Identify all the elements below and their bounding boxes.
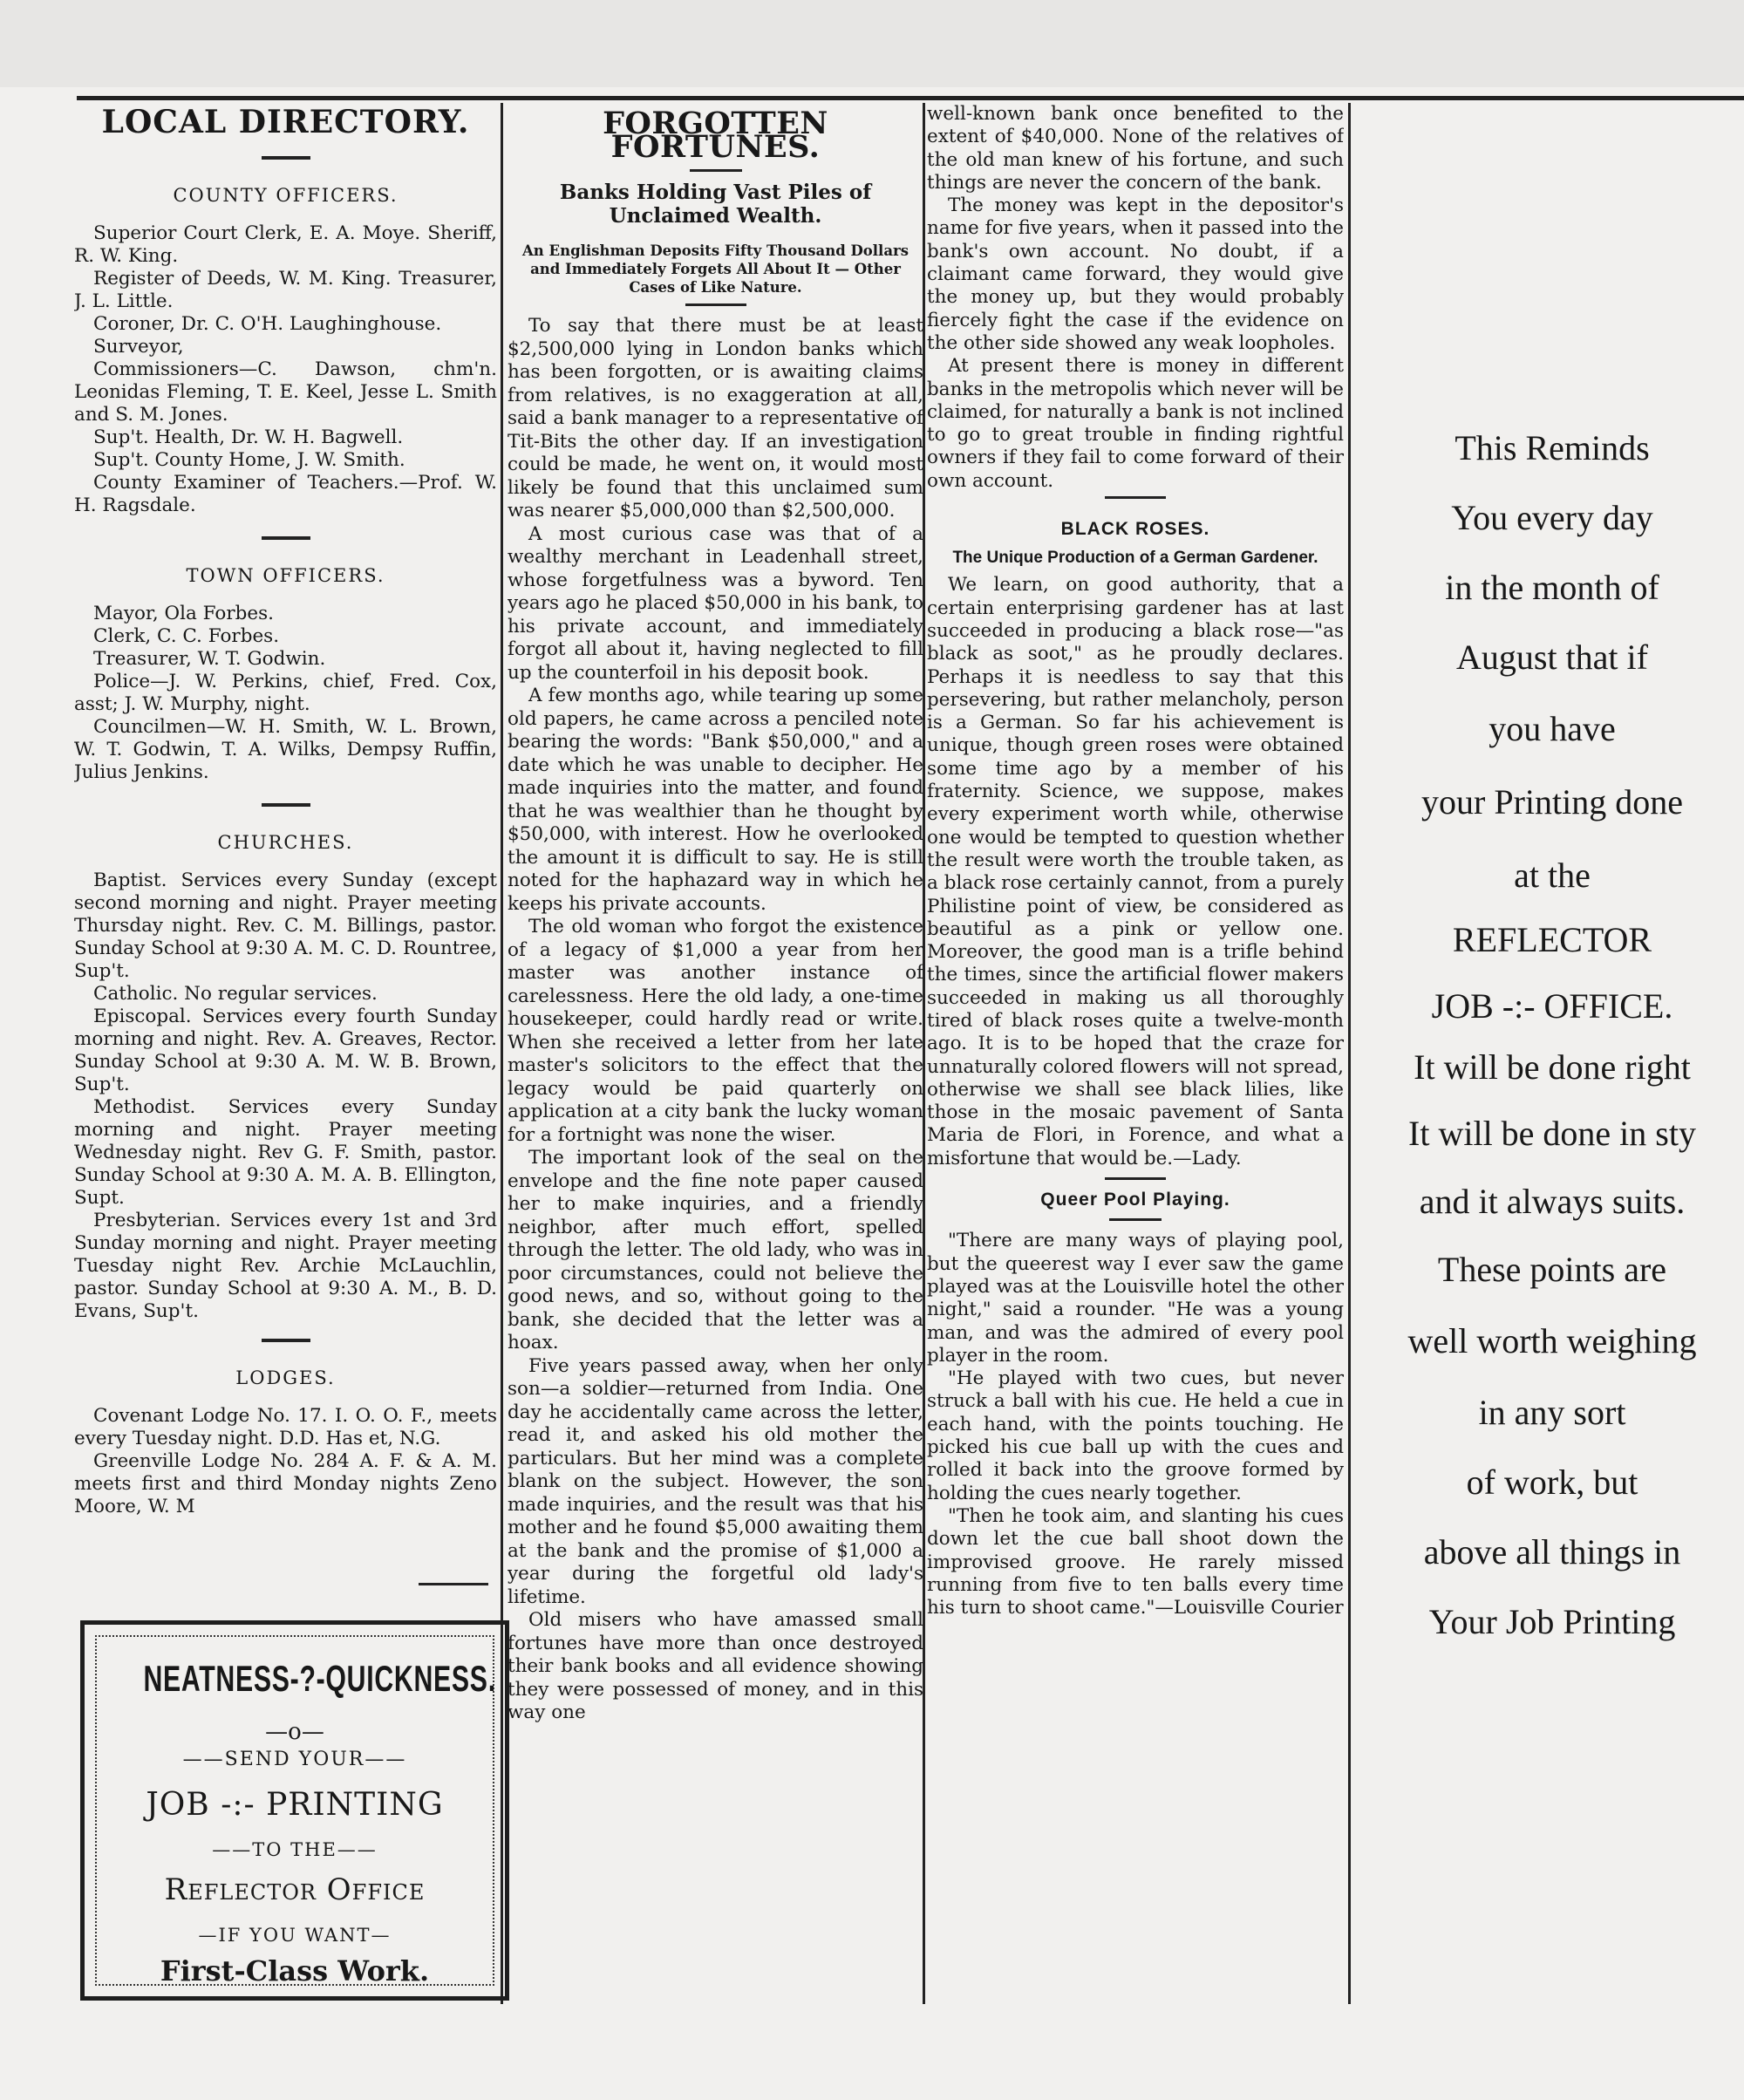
section-divider [262,536,310,540]
queer-pool-title: Queer Pool Playing. [1040,1190,1230,1210]
church-entry: Methodist. Services every Sunday morning and night. Prayer meeting Wednesday night. Rev G. F. Smith, pastor. Sunday School at 9:30 A. M. A. B. Ellington, Supt. [74,1096,497,1209]
ad-line: Reflector Office [164,1872,426,1907]
ad-line: —IF YOU WANT— [198,1925,392,1946]
article-deck: Banks Holding Vast Piles of Unclaimed Wealth. [559,181,872,228]
section-divider [262,156,310,160]
article-paragraph: Five years passed away, when her only son—a soldier—returned from India. One day he accidentally came across the letter, read it, and asked his old mother the particulars. But her mind was a complete blank on the subject. However, the son made inquiries, and the result was that his mother and he found $5,000 awaiting them at the bank and the promise of $1,000 a year during the forgetful old lady's lifetime. [508,1354,923,1608]
county-entry: Register of Deeds, W. M. King. Treasurer, J. L. Little. [74,268,497,312]
county-entry: Sup't. Health, Dr. W. H. Bagwell. [93,426,404,448]
article-paragraph: Old misers who have amassed small fortunes have more than once destroyed their bank books and all evidence showing they were possessed of money, and in this way one [508,1609,923,1723]
ad-text-line: above all things in [1423,1532,1681,1572]
page-top-margin [0,0,1744,87]
town-officers-heading: TOWN OFFICERS. [186,565,385,586]
town-entry: Clerk, C. C. Forbes. [93,625,280,647]
pool-paragraph: "Then he took aim, and slanting his cues down let the cue ball shoot down the improvised groove. He rarely missed running from five to ten balls every time his turn to shoot came."—Louisville Courier [927,1504,1344,1619]
ad-line: First-Class Work. [160,1954,430,1988]
town-entry: Police—J. W. Perkins, chief, Fred. Cox, asst; J. W. Murphy, night. [74,671,497,715]
ad-text-line: your Printing done [1421,782,1683,822]
black-roses-deck: The Unique Production of a German Gardener. [952,549,1318,568]
ad-text-line: This Reminds [1454,428,1650,467]
section-divider [262,1339,310,1342]
ad-text-line: Your Job Printing [1428,1602,1676,1641]
ad-line: ——TO THE—— [212,1839,378,1860]
continued-paragraph: At present there is money in different banks in the metropolis which never will be claimed, for naturally a bank is not inclined to go to great trouble in finding rightful owners if they fail to come forward of their own account. [927,355,1344,492]
title-underline [1109,1218,1162,1221]
ad-text-line: you have [1489,709,1616,748]
forgotten-fortunes-column [508,109,923,2001]
directory-title: LOCAL DIRECTORY. [101,109,470,140]
church-entry: Baptist. Services every Sunday (except second morning and night. Prayer meeting Thursday night. Rev. C. M. Billings, pastor. Sunday School at 9:30 A. M. C. D. Rountree, Sup't. [74,869,497,982]
black-roses-text: We learn, on good authority, that a certain enterprising gardener has at last succeeded in producing a black rose—"as black as soot," as he proudly declares. Perhaps it is needless to say that this persevering, but rather melancholy, person is a German. So far his achievement is unique, though green roses were obtained some time ago by a member of his fraternity. Science, we suppose, makes every experiment worth while, otherwise one would be tempted to question whether the result were worth the trouble taken, as a black rose certainly cannot, from a purely Philistine point of view, be considered as beautiful as a pink or yellow one. Moreover, the good man is a trifle behind the times, since the artificial flower makers succeeded in making us all thoroughly tired of black roses quite a twelve-month ago. It is to be hoped that the craze for unnaturally colored flowers will not spread, otherwise we shall see black lilies, like those in the mosaic pavement of Santa Maria de Flori, in Forence, and what a misfortune that would be.—Lady. [927,574,1344,1169]
ad-headline: NEATNESS-?-QUICKNESS. [143,1658,496,1699]
ad-line: ——SEND YOUR—— [182,1749,407,1770]
ad-text-line: in any sort [1478,1393,1626,1432]
ad-text-line: well worth weighing [1407,1321,1697,1360]
county-entry: Surveyor, [93,336,184,358]
ad-text-line: These points are [1437,1250,1667,1289]
ad-line: JOB -:- PRINTING [146,1787,444,1823]
county-entry: Sup't. County Home, J. W. Smith. [93,449,405,471]
church-entry: Catholic. No regular services. [93,983,378,1005]
article-paragraph: To say that there must be at least $2,500,000 lying in London banks which has been forgotten, or is awaiting claims from relatives, is no exaggeration at all, said a bank manager to a representative of Tit-Bits the other day. If an investigation could be made, he went on, it would most likely be found that this unclaimed sum was nearer $5,000,000 than $2,500,000. [508,315,923,522]
ad-text-line: at the [1514,856,1591,895]
ad-text-line: in the month of [1445,568,1659,607]
column-rule-3 [1348,103,1351,2004]
county-entry: Commissioners—C. Dawson, chm'n. Leonidas Fleming, T. E. Keel, Jesse L. Smith and S. M. Jones. [74,358,497,426]
county-entry: Superior Court Clerk, E. A. Moye. Sheriff, R. W. King. [74,222,497,267]
title-underline [690,169,742,172]
continued-paragraph: The money was kept in the depositor's name for five years, when it passed into the bank's own account. No doubt, if a claimant came forward, they would give the money up, but they would probably fiercely fight the case if the evidence on the other side showed any weak loopholes. [927,194,1344,354]
church-entry: Episcopal. Services every fourth Sunday morning and night. Rev. A. Greaves, Rector. Sunday School at 9:30 A. M. W. B. Brown, Sup't. [74,1006,497,1095]
ad-text-line: of work, but [1466,1462,1638,1502]
article-paragraph: The old woman who forgot the existence of a legacy of $1,000 a year from her master was another instance of carelessness. Here the old lady, a one-time housekeeper, could hardly read or write. When she received a letter from her late master's solicitors to the effect that the legacy would be paid quarterly on application at a city bank the lucky woman for a fortnight was none the wiser. [508,916,923,1146]
top-rule [77,96,1744,100]
section-divider [262,803,310,807]
article-paragraph: The important look of the seal on the envelope and the fine note paper caused her to make inquiries, and a friendly neighbor, after much effort, spelled through the letter. The old lady, who was in poor circumstances, could not believe the good news, and so, without going to the bank, she decided that the letter was a hoax. [508,1147,923,1353]
town-entry: Mayor, Ola Forbes. [93,603,274,624]
ad-ornament: —o— [265,1719,324,1745]
article-divider [1105,496,1166,499]
deck-divider [685,303,746,306]
reflector-ad-column [1360,427,1744,1666]
pool-paragraph: "He played with two cues, but never struck a ball with his cue. He held a cue in each hand, with the points touching. He picked his cue ball up with the cues and rolled it back into the groove formed by holding the cues nearly together. [927,1367,1344,1504]
lodge-entry: Greenville Lodge No. 284 A. F. & A. M. meets first and third Monday nights Zeno Moore, W. M [74,1450,497,1517]
town-entry: Councilmen—W. H. Smith, W. L. Brown, W. T. Godwin, T. A. Wilks, Dempsy Ruffin, Julius Jenkins. [74,716,497,783]
continued-paragraph: well-known bank once benefited to the extent of $40,000. None of the relatives of the old man knew of his fortune, and such things are never the concern of the bank. [927,103,1344,194]
town-entry: Treasurer, W. T. Godwin. [93,648,326,670]
article-title: FORGOTTEN FORTUNES. [603,109,828,165]
article-paragraph: A most curious case was that of a wealthy merchant in Leadenhall street, whose forgetfulness was a byword. Ten years ago he placed $50,000 in his bank, to his private account, and immediately forgot all about it, having neglected to fill up the counterfoil in his deposit book. [508,522,923,684]
ad-text-line: JOB -:- OFFICE. [1431,986,1673,1026]
ad-text-line: REFLECTOR [1452,920,1652,959]
church-entry: Presbyterian. Services every 1st and 3rd Sunday morning and night. Prayer meeting Tuesday night Rev. Archie McLauchlin, pastor. Sunday School at 9:30 A. M., B. D. Evans, Sup't. [74,1210,497,1322]
article-paragraph: A few months ago, while tearing up some old papers, he came across a penciled note bearing the words: "Bank $50,000," and a date which he was unable to decipher. He made inquiries into the matter, and found that he was wealthier than he thought by $50,000, with interest. How he overlooked the amount it is difficult to say. He is still noted for the haphazard way in which he keeps his private accounts. [508,685,923,915]
ad-text-line: It will be done in sty [1408,1114,1696,1153]
directory-end-rule [419,1583,488,1585]
churches-heading: CHURCHES. [217,832,354,853]
lodges-heading: LODGES. [235,1367,336,1388]
ad-text-line: and it always suits. [1419,1182,1686,1221]
ad-text-line: You every day [1451,498,1653,537]
article-subdeck: An Englishman Deposits Fifty Thousand Dollars and Immediately Forgets All About It — Other Cases of Like Nature. [521,242,909,296]
ad-text-line: It will be done right [1414,1047,1691,1087]
local-directory-column [74,109,497,1574]
third-column [927,103,1344,2004]
pool-paragraph: "There are many ways of playing pool, but the queerest way I ever saw the game played was at the Louisville hotel the other night," said a rounder. "He was a young man, and was the admired of every pool player in the room. [927,1230,1344,1367]
county-entry: Coroner, Dr. C. O'H. Laughinghouse. [93,313,442,335]
county-officers-heading: COUNTY OFFICERS. [173,185,399,206]
ad-text-line: August that if [1456,638,1648,677]
black-roses-title: BLACK ROSES. [1060,519,1210,540]
article-divider [1105,1177,1166,1180]
lodge-entry: Covenant Lodge No. 17. I. O. O. F., meets every Tuesday night. D.D. Has et, N.G. [74,1405,497,1449]
printing-ad-box [80,1620,509,2001]
county-entry: County Examiner of Teachers.—Prof. W. H. Ragsdale. [74,472,497,516]
